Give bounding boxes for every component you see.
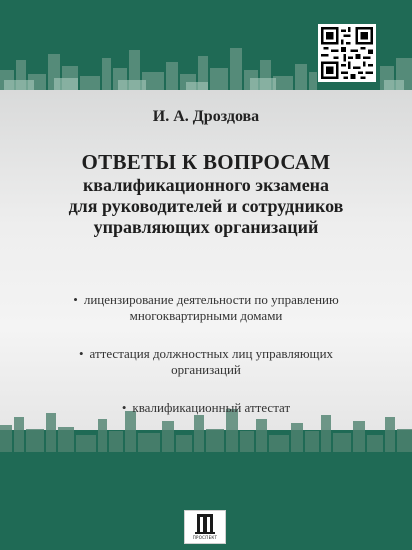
list-item-line-1: квалификационный аттестат xyxy=(132,400,291,415)
publisher-logo-text: ПРОСПЕКТ xyxy=(192,535,218,540)
publisher-logo-icon xyxy=(184,510,226,544)
list-item-line-1: лицензирование деятельности по управлению xyxy=(83,292,339,307)
list-item-line-1: аттестация должностных лиц управляющих xyxy=(89,346,334,361)
list-item xyxy=(0,400,412,416)
title-line-3: для руководителей и сотрудников xyxy=(68,196,344,216)
title-line-1: ОТВЕТЫ К ВОПРОСАМ xyxy=(81,150,331,174)
bullet-dot: • xyxy=(73,292,78,307)
author-name: И. А. Дроздова xyxy=(152,108,260,125)
qr-code-icon[interactable] xyxy=(318,24,376,82)
topic-list xyxy=(0,292,412,438)
list-item xyxy=(0,346,412,378)
title-line-4: управляющих организаций xyxy=(93,217,319,237)
bullet-dot: • xyxy=(78,346,84,361)
list-item-line-2: организаций xyxy=(171,362,241,377)
title-line-2: квалификационного экзамена xyxy=(82,175,330,195)
list-item xyxy=(0,292,412,324)
bullet-dot: • xyxy=(121,400,127,415)
book-title xyxy=(0,150,412,238)
list-item-line-2: многоквартирными домами xyxy=(129,308,283,323)
